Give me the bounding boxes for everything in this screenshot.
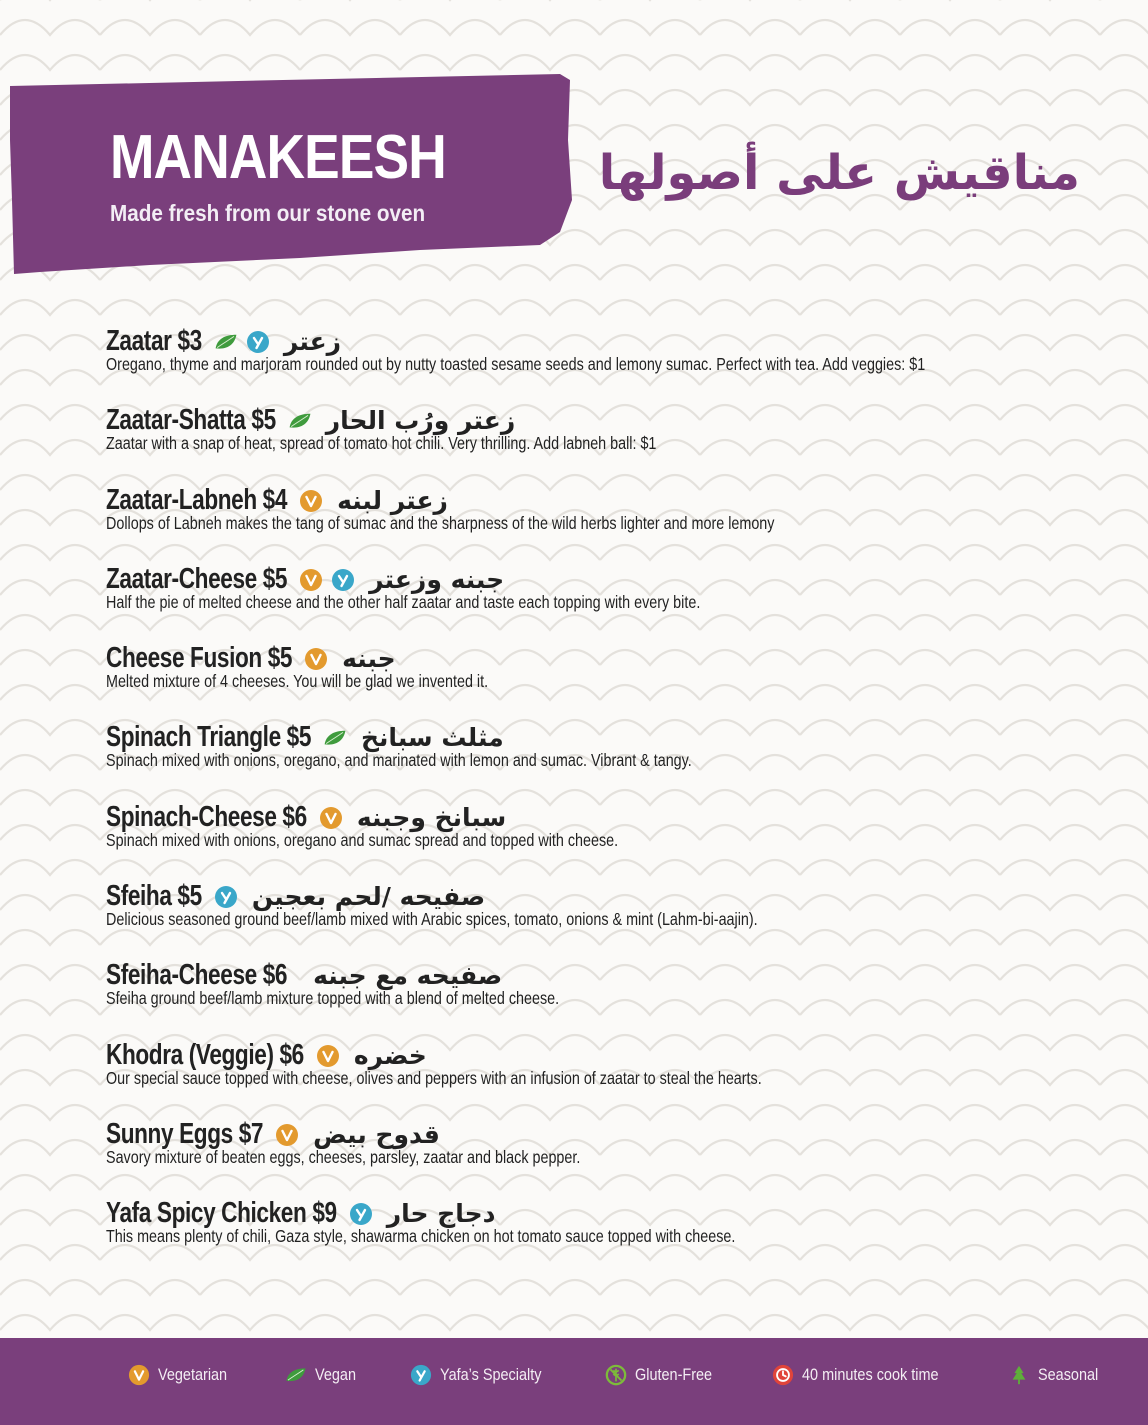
menu-item-description: Delicious seasoned ground beef/lamb mixed with Arabic spices, tomato, onions & mint (Lahm-bi-aajin).: [106, 909, 758, 930]
vegetarian-icon: [316, 1044, 340, 1068]
menu-item-description: Dollops of Labneh makes the tang of sumac and the sharpness of the wild herbs lighter and more lemony: [106, 512, 775, 533]
menu-item-list: [106, 318, 1116, 1270]
cook-time-icon: [772, 1364, 794, 1386]
menu-item-header: [106, 635, 1116, 675]
legend-label: Vegetarian: [158, 1365, 228, 1384]
menu-item-name-arabic: جبنه وزعتر: [369, 564, 505, 594]
menu-item-name-arabic: صفيحه مع جبنه: [313, 961, 503, 991]
menu-item: [106, 477, 1116, 556]
menu-item-name: Sfeiha $5: [106, 880, 202, 913]
menu-item-header: [106, 477, 1116, 517]
vegetarian-icon: [128, 1364, 150, 1386]
legend-item: [285, 1364, 363, 1386]
menu-item-description: Sfeiha ground beef/lamb mixture topped with a blend of melted cheese.: [106, 988, 560, 1009]
menu-item-description: Spinach mixed with onions, oregano, and marinated with lemon and sumac. Vibrant & tangy.: [106, 750, 692, 771]
menu-item-name-arabic: دجاج حار: [386, 1199, 496, 1229]
menu-item-name-arabic: مثلث سبانخ: [361, 723, 504, 753]
menu-item-name-arabic: زعتر ورُب الحار: [325, 406, 516, 436]
legend-footer: [0, 1338, 1148, 1425]
vegetarian-icon: [299, 489, 323, 513]
menu-item: [106, 318, 1116, 397]
menu-item-name: Zaatar-Cheese $5: [106, 562, 288, 595]
vegan-leaf-icon: [285, 1364, 307, 1386]
specialty-icon: [331, 568, 355, 592]
menu-item: [106, 635, 1116, 714]
legend-label: Seasonal: [1038, 1365, 1099, 1384]
menu-item-description: Melted mixture of 4 cheeses. You will be glad we invented it.: [106, 671, 489, 692]
menu-item-name: Spinach Triangle $5: [106, 721, 312, 754]
specialty-icon: [410, 1364, 432, 1386]
menu-item-name: Sfeiha-Cheese $6: [106, 959, 288, 992]
menu-item: [106, 1032, 1116, 1111]
menu-item-name: Zaatar-Labneh $4: [106, 483, 288, 516]
menu-item-description: Oregano, thyme and marjoram rounded out by nutty toasted sesame seeds and lemony sumac. Perfect with tea. Add veggies: $1: [106, 354, 926, 374]
menu-item-header: [106, 873, 1116, 913]
menu-item-name: Cheese Fusion $5: [106, 642, 293, 675]
menu-item: [106, 1111, 1116, 1190]
menu-item-header: [106, 714, 1116, 754]
menu-item-name: Khodra (Veggie) $6: [106, 1038, 304, 1071]
menu-item-description: Our special sauce topped with cheese, olives and peppers with an infusion of zaatar to steal the hearts.: [106, 1067, 762, 1088]
menu-item-name: Sunny Eggs $7: [106, 1117, 264, 1150]
menu-item-name-arabic: سبانخ وجبنه: [356, 802, 507, 832]
menu-item-header: [106, 952, 1116, 992]
menu-item-name-arabic: صفيحه /لحم بعجين: [251, 882, 486, 912]
legend-item: [772, 1364, 963, 1386]
vegetarian-icon: [275, 1123, 299, 1147]
legend: [128, 1364, 1148, 1386]
menu-item-header: [106, 1032, 1116, 1072]
legend-item: [605, 1364, 726, 1386]
page-subtitle: Made fresh from our stone oven: [110, 200, 426, 226]
vegan-leaf-icon: [323, 726, 347, 750]
legend-label: Gluten-Free: [634, 1365, 713, 1384]
legend-item: [410, 1364, 559, 1386]
menu-item-name-arabic: قدوح بيض: [313, 1119, 440, 1149]
menu-item-description: Spinach mixed with onions, oregano and sumac spread and topped with cheese.: [106, 829, 619, 850]
specialty-icon: [349, 1202, 373, 1226]
menu-item-name: Zaatar $3: [106, 325, 202, 357]
menu-item-name: Zaatar-Shatta $5: [106, 404, 276, 437]
specialty-icon: [246, 330, 270, 354]
menu-item-description: Savory mixture of beaten eggs, cheeses, parsley, zaatar and black pepper.: [106, 1146, 581, 1167]
seasonal-tree-icon: [1008, 1364, 1030, 1386]
vegan-leaf-icon: [214, 330, 238, 354]
menu-item-header: [106, 1111, 1116, 1151]
menu-item-header: [106, 1190, 1116, 1230]
menu-item: [106, 1190, 1116, 1269]
menu-item-description: Half the pie of melted cheese and the other half zaatar and taste each topping with every bite.: [106, 591, 701, 612]
legend-item: [1008, 1364, 1109, 1386]
menu-item-header: [106, 794, 1116, 834]
page-title-arabic: مناقيش على أصولها: [598, 145, 1080, 201]
menu-item: [106, 952, 1116, 1031]
legend-label: 40 minutes cook time: [801, 1365, 939, 1384]
vegan-leaf-icon: [288, 409, 312, 433]
menu-item-name-arabic: زعتر لبنه: [337, 485, 448, 515]
menu-item-name-arabic: جبنه: [342, 644, 396, 674]
menu-item-description: This means plenty of chili, Gaza style, shawarma chicken on hot tomato sauce topped with cheese.: [106, 1226, 736, 1247]
menu-item-name-arabic: زعتر: [283, 327, 342, 356]
menu-item: [106, 794, 1116, 873]
vegetarian-icon: [304, 647, 328, 671]
vegetarian-icon: [299, 568, 323, 592]
vegetarian-icon: [319, 806, 343, 830]
gluten-free-icon: [605, 1364, 627, 1386]
menu-item-name: Yafa Spicy Chicken $9: [106, 1197, 337, 1230]
menu-item-name-arabic: خضره: [353, 1040, 427, 1070]
menu-item: [106, 873, 1116, 952]
legend-item: [128, 1364, 239, 1386]
specialty-icon: [214, 885, 238, 909]
legend-label: Yafa’s Specialty: [439, 1365, 542, 1384]
menu-item: [106, 556, 1116, 635]
menu-item-header: [106, 397, 1116, 437]
menu-item-description: Zaatar with a snap of heat, spread of tomato hot chili. Very thrilling. Add labneh ball: $1: [106, 433, 657, 454]
menu-item-header: [106, 556, 1116, 596]
menu-item-name: Spinach-Cheese $6: [106, 800, 307, 833]
menu-item: [106, 397, 1116, 476]
menu-item: [106, 714, 1116, 793]
page-title: MANAKEESH: [110, 123, 446, 192]
menu-item-header: [106, 318, 1116, 358]
legend-label: Vegan: [315, 1365, 357, 1384]
